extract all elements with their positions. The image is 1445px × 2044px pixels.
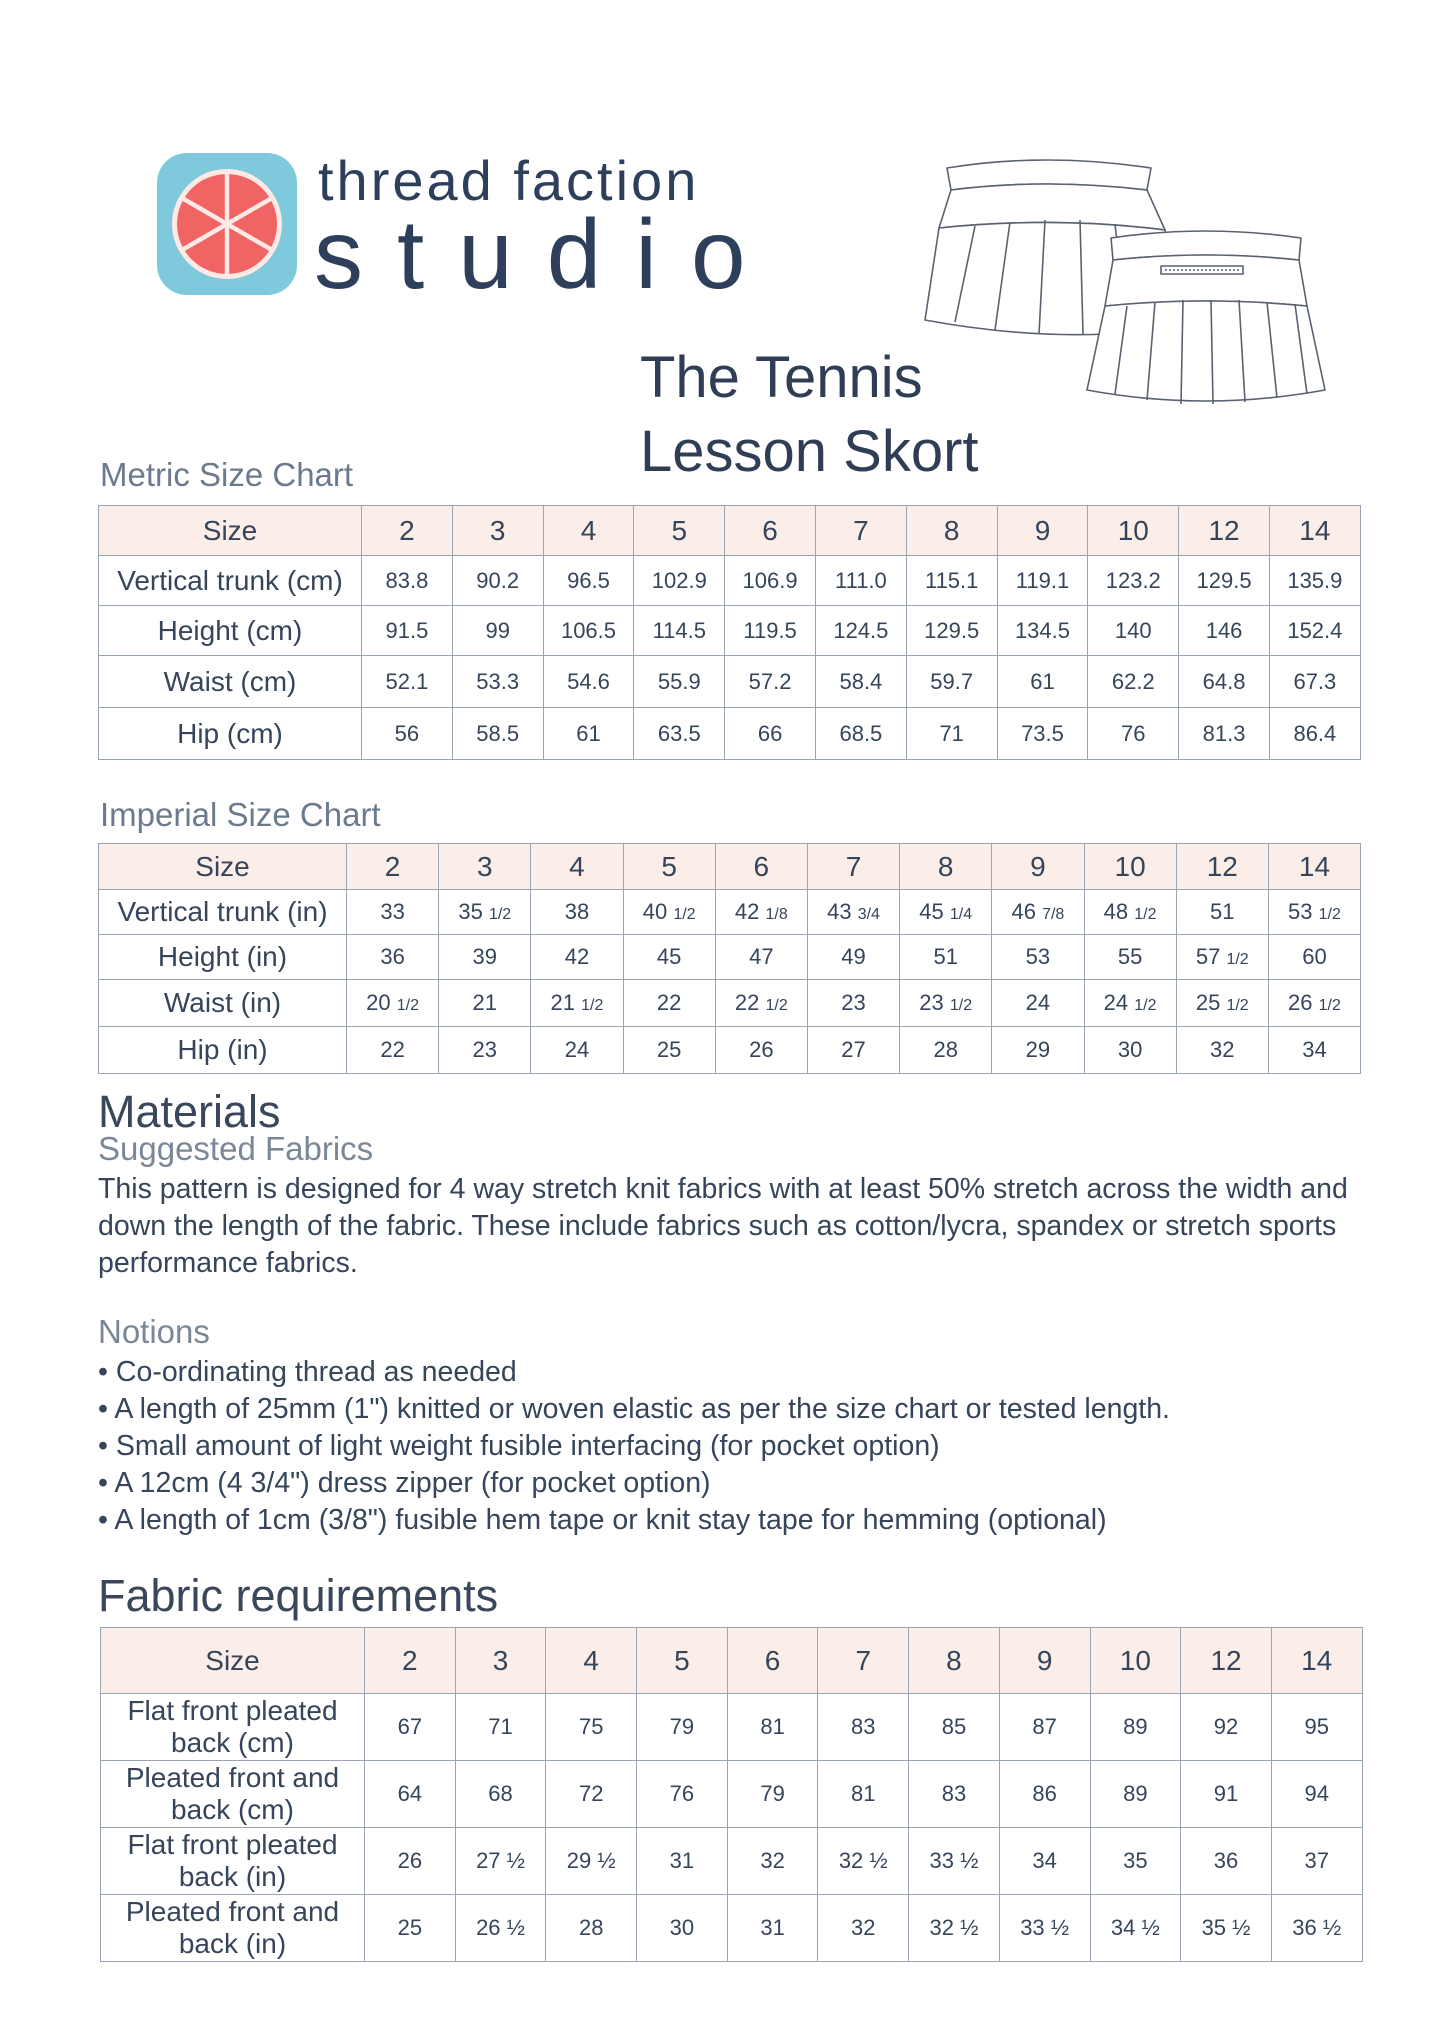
value-cell: 33 ½ [999, 1895, 1090, 1962]
value-cell: 26 [715, 1027, 807, 1074]
header-size-cell: 8 [900, 844, 992, 890]
grapefruit-logo-icon [157, 153, 297, 295]
value-cell: 21 [439, 980, 531, 1027]
row-label: Vertical trunk (in) [99, 890, 347, 935]
table-row [99, 890, 1361, 935]
row-label-line: Pleated front and [125, 1762, 340, 1793]
row-label-line: Pleated front and [125, 1896, 340, 1927]
value-cell: 32 [818, 1895, 909, 1962]
value-cell: 106.9 [725, 556, 816, 606]
value-cell: 22 [347, 1027, 439, 1074]
value-cell: 25 [365, 1895, 456, 1962]
value-cell: 79 [727, 1761, 818, 1828]
row-label: Hip (in) [99, 1027, 347, 1074]
header-size-label: Size [99, 844, 347, 890]
value-cell: 66 [725, 708, 816, 760]
header-size-cell: 6 [727, 1628, 818, 1694]
value-cell: 27 [807, 1027, 899, 1074]
header-size-cell: 4 [546, 1628, 637, 1694]
table-row [99, 935, 1361, 980]
value-cell: 36 [1181, 1828, 1272, 1895]
row-label: Vertical trunk (cm) [99, 556, 362, 606]
row-label [101, 1761, 365, 1828]
header-size-cell: 9 [992, 844, 1084, 890]
value-cell: 52.1 [362, 656, 453, 708]
header-size-cell: 9 [997, 506, 1088, 556]
value-cell: 30 [1084, 1027, 1176, 1074]
value-cell: 55.9 [634, 656, 725, 708]
value-cell: 73.5 [997, 708, 1088, 760]
header-size-cell: 5 [637, 1628, 728, 1694]
notions-title: Notions [98, 1313, 210, 1350]
value-cell: 42 [531, 935, 623, 980]
value-cell: 20 1/2 [347, 980, 439, 1027]
row-label-line: back (in) [178, 1928, 287, 1959]
value-cell: 24 [531, 1027, 623, 1074]
row-label [101, 1694, 365, 1761]
value-cell: 23 [807, 980, 899, 1027]
header-size-cell: 5 [634, 506, 725, 556]
value-cell: 71 [455, 1694, 546, 1761]
value-cell: 51 [900, 935, 992, 980]
pattern-title-line2: Lesson Skort [640, 419, 979, 484]
value-cell: 33 [347, 890, 439, 935]
row-label-line: Flat front pleated [127, 1695, 338, 1726]
value-cell: 61 [997, 656, 1088, 708]
value-cell: 59.7 [906, 656, 997, 708]
value-cell: 25 [623, 1027, 715, 1074]
value-cell: 62.2 [1088, 656, 1179, 708]
fraction-part: 1/2 [1318, 906, 1341, 923]
value-cell: 30 [637, 1895, 728, 1962]
value-cell: 106.5 [543, 606, 634, 656]
value-cell: 92 [1181, 1694, 1272, 1761]
row-label-line: Flat front pleated [127, 1829, 338, 1860]
value-cell: 89 [1090, 1761, 1181, 1828]
imperial-header-row [99, 844, 1361, 890]
value-cell: 83.8 [362, 556, 453, 606]
value-cell: 32 ½ [818, 1828, 909, 1895]
value-cell: 34 [999, 1828, 1090, 1895]
notion-item: • A 12cm (4 3/4") dress zipper (for pocket option) [98, 1467, 711, 1499]
header-size-cell: 6 [715, 844, 807, 890]
imperial-size-table [98, 843, 1361, 1074]
value-cell: 28 [546, 1895, 637, 1962]
fraction-part: 1/2 [396, 997, 420, 1014]
value-cell: 29 [992, 1027, 1084, 1074]
row-label [101, 1895, 365, 1962]
header-size-cell: 10 [1088, 506, 1179, 556]
value-cell: 64.8 [1179, 656, 1270, 708]
value-cell: 23 1/2 [900, 980, 992, 1027]
value-cell: 95 [1271, 1694, 1362, 1761]
value-cell: 32 [1176, 1027, 1268, 1074]
value-cell: 96.5 [543, 556, 634, 606]
value-cell: 76 [637, 1761, 728, 1828]
fraction-part: 1/2 [765, 997, 788, 1014]
value-cell: 63.5 [634, 708, 725, 760]
value-cell: 29 ½ [546, 1828, 637, 1895]
table-row [101, 1828, 1363, 1895]
value-cell: 24 [992, 980, 1084, 1027]
value-cell: 89 [1090, 1694, 1181, 1761]
value-cell: 31 [637, 1828, 728, 1895]
row-label: Height (in) [99, 935, 347, 980]
header-size-cell: 7 [815, 506, 906, 556]
value-cell: 67.3 [1269, 656, 1360, 708]
value-cell: 36 ½ [1271, 1895, 1362, 1962]
table-row [99, 1027, 1361, 1074]
header-size-cell: 8 [909, 1628, 1000, 1694]
value-cell: 40 1/2 [623, 890, 715, 935]
value-cell: 60 [1268, 935, 1360, 980]
header-size-cell: 14 [1268, 844, 1360, 890]
header-size-cell: 2 [347, 844, 439, 890]
value-cell: 102.9 [634, 556, 725, 606]
value-cell: 119.1 [997, 556, 1088, 606]
value-cell: 26 1/2 [1268, 980, 1360, 1027]
table-row [99, 708, 1361, 760]
value-cell: 90.2 [452, 556, 543, 606]
value-cell: 22 1/2 [715, 980, 807, 1027]
fabric-requirements-table [100, 1627, 1363, 1962]
row-label: Hip (cm) [99, 708, 362, 760]
value-cell: 79 [637, 1694, 728, 1761]
value-cell: 129.5 [1179, 556, 1270, 606]
fraction-part: 3/4 [857, 906, 880, 923]
pattern-title-line1: The Tennis [640, 345, 923, 410]
value-cell: 31 [727, 1895, 818, 1962]
value-cell: 85 [909, 1694, 1000, 1761]
skort-illustration [915, 150, 1355, 412]
value-cell: 75 [546, 1694, 637, 1761]
header-size-cell: 10 [1084, 844, 1176, 890]
value-cell: 23 [439, 1027, 531, 1074]
header-size-cell: 2 [365, 1628, 456, 1694]
value-cell: 55 [1084, 935, 1176, 980]
suggested-fabrics-text: This pattern is designed for 4 way stretch knit fabrics with at least 50% stretch across the width and down the length of the fabric. These include fabrics such as cotton/lycra, spandex or stretch sports performance fabrics. [98, 1173, 1348, 1279]
fraction-part: 1/2 [673, 906, 696, 923]
value-cell: 135.9 [1269, 556, 1360, 606]
value-cell: 45 1/4 [900, 890, 992, 935]
value-cell: 37 [1271, 1828, 1362, 1895]
value-cell: 71 [906, 708, 997, 760]
value-cell: 24 1/2 [1084, 980, 1176, 1027]
metric-header-row [99, 506, 1361, 556]
value-cell: 33 ½ [909, 1828, 1000, 1895]
row-label: Waist (in) [99, 980, 347, 1027]
value-cell: 26 [365, 1828, 456, 1895]
value-cell: 42 1/8 [715, 890, 807, 935]
value-cell: 146 [1179, 606, 1270, 656]
header-size-cell: 4 [531, 844, 623, 890]
fraction-part: 1/2 [1226, 997, 1249, 1014]
value-cell: 57.2 [725, 656, 816, 708]
fraction-part: 1/2 [581, 997, 604, 1014]
value-cell: 61 [543, 708, 634, 760]
header-size-cell: 8 [906, 506, 997, 556]
header-size-cell: 7 [807, 844, 899, 890]
value-cell: 68.5 [815, 708, 906, 760]
value-cell: 56 [362, 708, 453, 760]
value-cell: 91.5 [362, 606, 453, 656]
header-size-cell: 3 [439, 844, 531, 890]
value-cell: 81 [818, 1761, 909, 1828]
notion-item: • A length of 25mm (1") knitted or woven elastic as per the size chart or tested length. [98, 1393, 1170, 1425]
value-cell: 58.5 [452, 708, 543, 760]
value-cell: 81.3 [1179, 708, 1270, 760]
notion-item: • Co-ordinating thread as needed [98, 1356, 517, 1388]
table-row [101, 1761, 1363, 1828]
value-cell: 25 1/2 [1176, 980, 1268, 1027]
fraction-part: 1/2 [1134, 997, 1157, 1014]
header-size-cell: 14 [1271, 1628, 1362, 1694]
fraction-part: 1/2 [1318, 997, 1341, 1014]
value-cell: 53 1/2 [1268, 890, 1360, 935]
value-cell: 53 [992, 935, 1084, 980]
header-size-label: Size [101, 1628, 365, 1694]
table-row [99, 606, 1361, 656]
value-cell: 26 ½ [455, 1895, 546, 1962]
header-size-cell: 5 [623, 844, 715, 890]
value-cell: 47 [715, 935, 807, 980]
header-size-cell: 12 [1176, 844, 1268, 890]
header-size-cell: 14 [1269, 506, 1360, 556]
value-cell: 46 7/8 [992, 890, 1084, 935]
value-cell: 34 [1268, 1027, 1360, 1074]
metric-chart-title: Metric Size Chart [100, 456, 354, 493]
value-cell: 58.4 [815, 656, 906, 708]
value-cell: 123.2 [1088, 556, 1179, 606]
fabric-requirements-title: Fabric requirements [98, 1570, 499, 1621]
value-cell: 81 [727, 1694, 818, 1761]
value-cell: 64 [365, 1761, 456, 1828]
value-cell: 68 [455, 1761, 546, 1828]
row-label-line: back (in) [178, 1861, 287, 1892]
fraction-part: 1/2 [1226, 951, 1249, 968]
value-cell: 35 ½ [1181, 1895, 1272, 1962]
value-cell: 87 [999, 1694, 1090, 1761]
value-cell: 119.5 [725, 606, 816, 656]
value-cell: 49 [807, 935, 899, 980]
value-cell: 38 [531, 890, 623, 935]
brand-name-line2: studio [314, 199, 780, 309]
value-cell: 134.5 [997, 606, 1088, 656]
header-size-cell: 2 [362, 506, 453, 556]
value-cell: 94 [1271, 1761, 1362, 1828]
header-size-cell: 6 [725, 506, 816, 556]
value-cell: 83 [818, 1694, 909, 1761]
table-row [101, 1694, 1363, 1761]
value-cell: 28 [900, 1027, 992, 1074]
value-cell: 22 [623, 980, 715, 1027]
row-label: Height (cm) [99, 606, 362, 656]
row-label: Waist (cm) [99, 656, 362, 708]
value-cell: 111.0 [815, 556, 906, 606]
fraction-part: 1/2 [1134, 906, 1157, 923]
value-cell: 35 1/2 [439, 890, 531, 935]
value-cell: 72 [546, 1761, 637, 1828]
header-size-cell: 9 [999, 1628, 1090, 1694]
value-cell: 99 [452, 606, 543, 656]
table-row [99, 980, 1361, 1027]
value-cell: 91 [1181, 1761, 1272, 1828]
fraction-part: 1/2 [949, 997, 973, 1014]
value-cell: 67 [365, 1694, 456, 1761]
value-cell: 140 [1088, 606, 1179, 656]
brand-name-line1: thread faction [318, 149, 700, 212]
value-cell: 86 [999, 1761, 1090, 1828]
value-cell: 36 [347, 935, 439, 980]
header-size-label: Size [99, 506, 362, 556]
value-cell: 86.4 [1269, 708, 1360, 760]
value-cell: 54.6 [543, 656, 634, 708]
row-label-line: back (cm) [171, 1727, 294, 1758]
table-row [99, 656, 1361, 708]
fraction-part: 1/2 [488, 906, 512, 923]
fraction-part: 1/4 [949, 906, 973, 923]
value-cell: 34 ½ [1090, 1895, 1181, 1962]
value-cell: 39 [439, 935, 531, 980]
row-label [101, 1828, 365, 1895]
table-row [99, 556, 1361, 606]
header-size-cell: 7 [818, 1628, 909, 1694]
value-cell: 57 1/2 [1176, 935, 1268, 980]
value-cell: 43 3/4 [807, 890, 899, 935]
value-cell: 32 [727, 1828, 818, 1895]
fraction-part: 7/8 [1042, 906, 1065, 923]
materials-title: Materials [98, 1086, 281, 1137]
value-cell: 83 [909, 1761, 1000, 1828]
value-cell: 114.5 [634, 606, 725, 656]
notion-item: • A length of 1cm (3/8") fusible hem tape or knit stay tape for hemming (optional) [98, 1504, 1107, 1536]
header-size-cell: 12 [1181, 1628, 1272, 1694]
value-cell: 51 [1176, 890, 1268, 935]
fraction-part: 1/8 [765, 906, 788, 923]
header-size-cell: 4 [543, 506, 634, 556]
value-cell: 32 ½ [909, 1895, 1000, 1962]
value-cell: 53.3 [452, 656, 543, 708]
value-cell: 27 ½ [455, 1828, 546, 1895]
value-cell: 35 [1090, 1828, 1181, 1895]
header-size-cell: 10 [1090, 1628, 1181, 1694]
suggested-fabrics-title: Suggested Fabrics [98, 1130, 374, 1167]
header-size-cell: 3 [452, 506, 543, 556]
value-cell: 48 1/2 [1084, 890, 1176, 935]
fabric-header-row [101, 1628, 1363, 1694]
value-cell: 152.4 [1269, 606, 1360, 656]
value-cell: 45 [623, 935, 715, 980]
imperial-chart-title: Imperial Size Chart [100, 796, 381, 833]
header-size-cell: 3 [455, 1628, 546, 1694]
value-cell: 129.5 [906, 606, 997, 656]
table-row [101, 1895, 1363, 1962]
value-cell: 115.1 [906, 556, 997, 606]
value-cell: 124.5 [815, 606, 906, 656]
value-cell: 76 [1088, 708, 1179, 760]
metric-size-table [98, 505, 1361, 760]
row-label-line: back (cm) [171, 1794, 294, 1825]
value-cell: 21 1/2 [531, 980, 623, 1027]
header-size-cell: 12 [1179, 506, 1270, 556]
notion-item: • Small amount of light weight fusible interfacing (for pocket option) [98, 1430, 940, 1462]
